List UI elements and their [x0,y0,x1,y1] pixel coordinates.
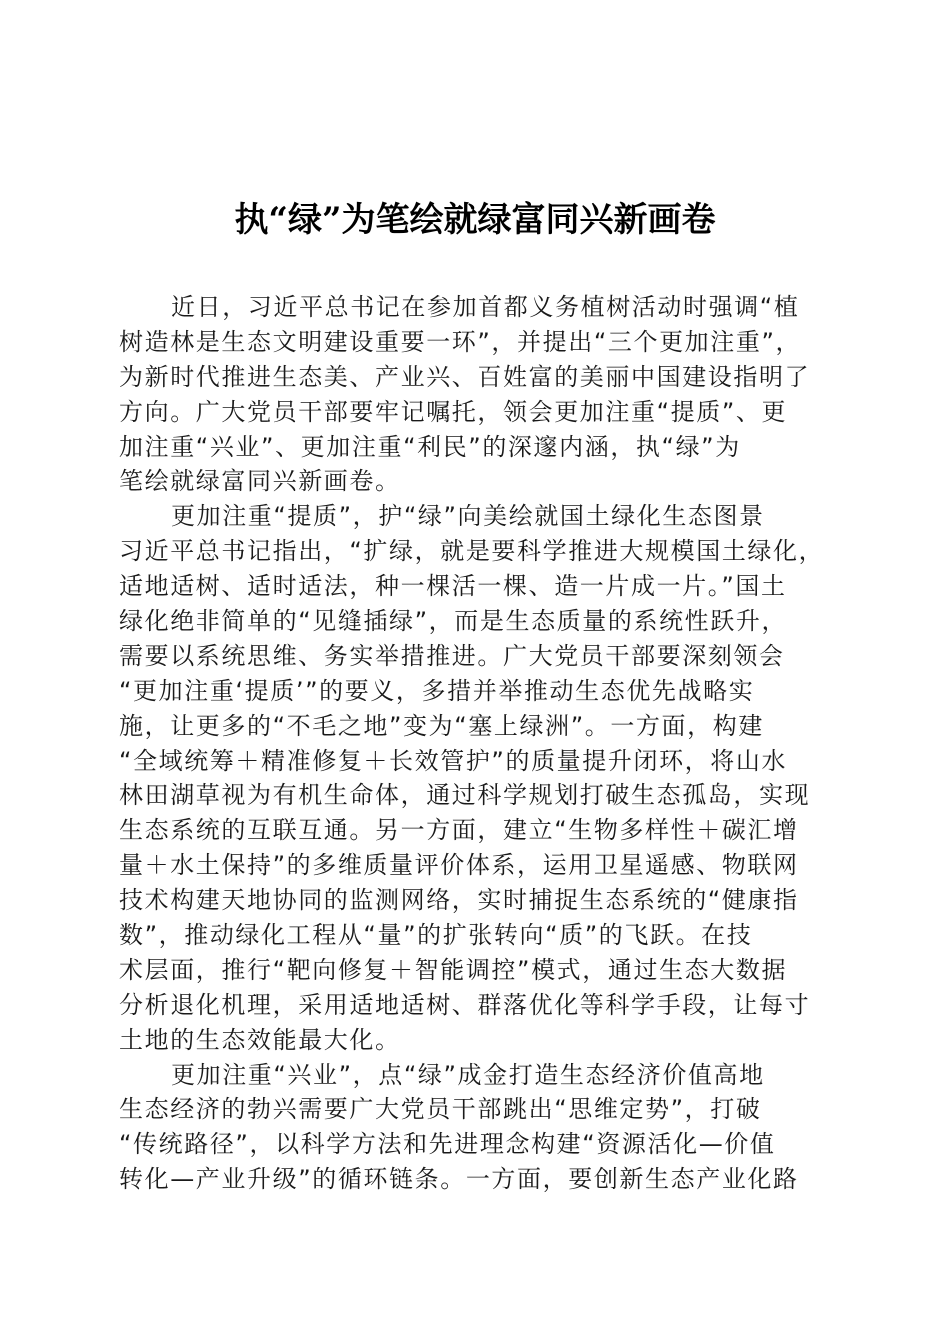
text-line: 需要以系统思维、务实举措推进。广大党员干部要深刻领会 [119,641,785,670]
text-line: “全域统筹＋精准修复＋长效管护”的质量提升闭环，将山水 [119,746,788,775]
text-line: 适地适树、适时适法，种一棵活一棵、造一片成一片。”国土 [119,572,787,601]
text-line: 林田湖草视为有机生命体，通过科学规划打破生态孤岛，实现 [119,781,811,810]
text-line: 为新时代推进生态美、产业兴、百姓富的美丽中国建设指明了 [119,362,811,391]
document-title: 执“绿”为笔绘就绿富同兴新画卷 [234,200,716,240]
text-line: 笔绘就绿富同兴新画卷。 [119,467,401,496]
text-line: 加注重“兴业”、更加注重“利民”的深邃内涵，执“绿”为 [119,432,741,461]
text-line: 技术构建天地协同的监测网络，实时捕捉生态系统的“健康指 [119,886,799,915]
text-line: 更加注重“提质”，护“绿”向美绘就国土绿化生态图景 [171,502,765,531]
text-line: 转化—产业升级”的循环链条。一方面，要创新生态产业化路 [119,1165,799,1194]
text-line: 数”，推动绿化工程从“量”的扩张转向“质”的飞跃。在技 [119,921,753,950]
text-line: 施，让更多的“不毛之地”变为“塞上绿洲”。一方面，构建 [119,711,764,740]
text-line: 习近平总书记指出，“扩绿，就是要科学推进大规模国土绿化， [119,537,825,566]
text-line: 绿化绝非简单的“见缝插绿”，而是生态质量的系统性跃升， [119,607,788,636]
text-line: 更加注重“兴业”，点“绿”成金打造生态经济价值高地 [171,1060,765,1089]
text-line: 量＋水土保持”的多维质量评价体系，运用卫星遥感、物联网 [119,851,799,880]
text-line: 生态系统的互联互通。另一方面，建立“生物多样性＋碳汇增 [119,816,799,845]
text-line: “传统路径”，以科学方法和先进理念构建“资源活化—价值 [119,1130,776,1159]
text-line: 近日，习近平总书记在参加首都义务植树活动时强调“植 [171,293,800,321]
text-line: 生态经济的勃兴需要广大党员干部跳出“思维定势”，打破 [119,1095,762,1124]
document-body [119,290,831,1197]
text-line: 树造林是生态文明建设重要一环”，并提出“三个更加注重”， [119,327,802,356]
text-line: 土地的生态效能最大化。 [119,1025,401,1054]
text-line: 分析退化机理，采用适地适树、群落优化等科学手段，让每寸 [119,990,811,1019]
text-line: 术层面，推行“靶向修复＋智能调控”模式，通过生态大数据 [119,955,788,984]
text-line: “更加注重‘提质’”的要义，多措并举推动生态优先战略实 [119,676,755,705]
text-line: 方向。广大党员干部要牢记嘱托，领会更加注重“提质”、更 [119,397,788,426]
